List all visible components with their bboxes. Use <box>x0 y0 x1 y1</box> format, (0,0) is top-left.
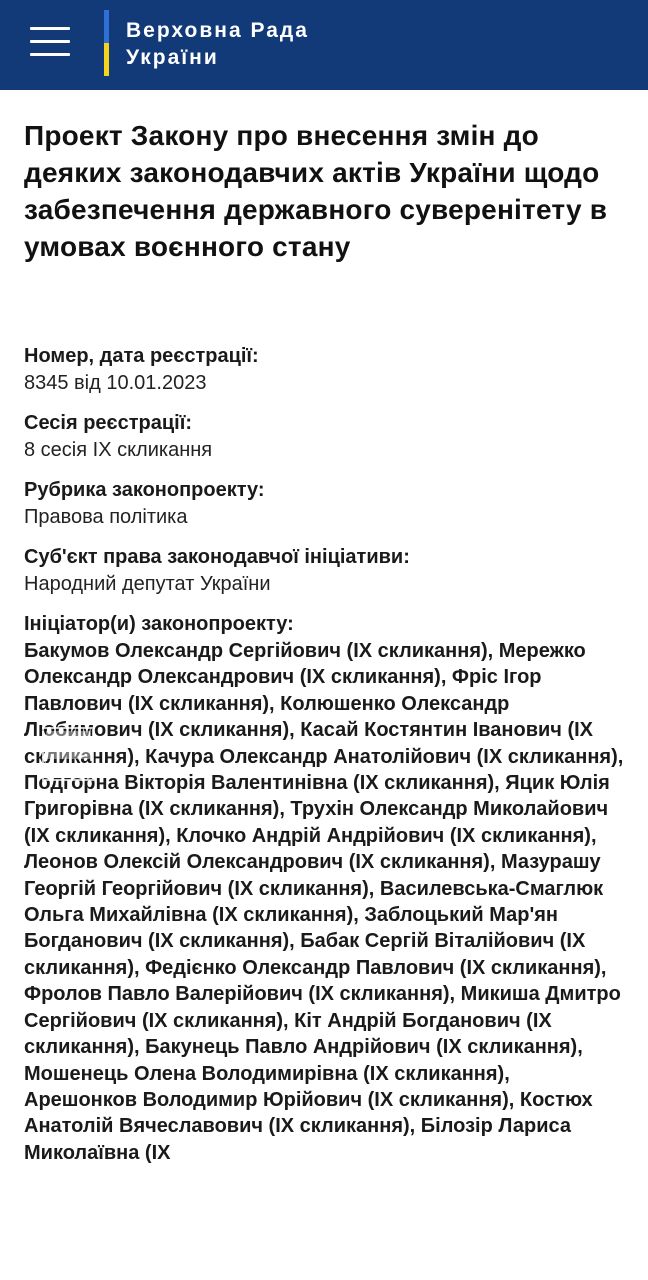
main-content <box>0 117 648 1166</box>
field-label: Сесія реєстрації: <box>24 412 192 434</box>
registration-number-field <box>24 343 624 396</box>
field-label: Ініціатор(и) законопроекту: <box>24 613 294 635</box>
field-value: Правова політика <box>24 506 188 528</box>
field-label: Рубрика законопроекту: <box>24 479 265 501</box>
bill-details <box>24 343 624 1166</box>
bill-title: Проект Закону про внесення змін до деяких законодавчих актів України щодо забезпечення державного суверенітету в умовах воєнного стану <box>24 120 608 262</box>
site-logo[interactable] <box>126 17 309 71</box>
hamburger-menu-icon[interactable] <box>30 24 70 60</box>
logo-line-2: України <box>126 46 219 69</box>
site-header <box>0 0 648 90</box>
field-label: Номер, дата реєстрації: <box>24 345 259 367</box>
legislative-subject-field <box>24 544 624 597</box>
watermark-logo-icon <box>42 727 94 781</box>
field-label: Суб'єкт права законодавчої ініціативи: <box>24 546 410 568</box>
bill-category-field <box>24 477 624 530</box>
registration-session-field <box>24 410 624 463</box>
field-value: 8 сесія IX скликання <box>24 439 213 461</box>
logo-line-1: Верховна Рада <box>126 19 309 42</box>
flag-divider <box>104 10 109 76</box>
field-value: 8345 від 10.01.2023 <box>24 372 207 394</box>
field-value: Народний депутат України <box>24 573 271 595</box>
initiators-list: Бакумов Олександр Сергійович (IX скликання), Мережко Олександр Олександрович (IX скликання), Фріс Ігор Павлович (IX скликання), Колюшенко Олександр Любимович (IX скликання), Касай Костянтин Іванович (IX скликання), Качура Олександр Анатолійович (IX скликання), Подгорна Вікторія Валентинівна (IX скликання), Яцик Юлія Григорівна (IX скликання), Трухін Олександр Миколайович (IX скликання), Клочко Андрій Андрійович (IX скликання), Леонов Олексій Олександрович (IX скликання), Мазурашу Георгій Георгійович (IX скликання), Василевська-Смаглюк Ольга Михайлівна (IX скликання), Заблоцький Мар'ян Богданович (IX скликання), Бабак Сергій Віталійович (IX скликання), Федієнко Олександр Павлович (IX скликання), Фролов Павло Валерійович (IX скликання), Микиша Дмитро Сергійович (IX скликання), Кіт Андрій Богданович (IX скликання), Бакунець Павло Андрійович (IX скликання), Мошенець Олена Володимирівна (IX скликання), Арешонков Володимир Юрійович (IX скликання), Костюх Анатолій Вячеславович (IX скликання), Білозір Лариса Миколаївна (IX <box>24 640 624 1164</box>
initiators-field <box>24 611 624 1166</box>
